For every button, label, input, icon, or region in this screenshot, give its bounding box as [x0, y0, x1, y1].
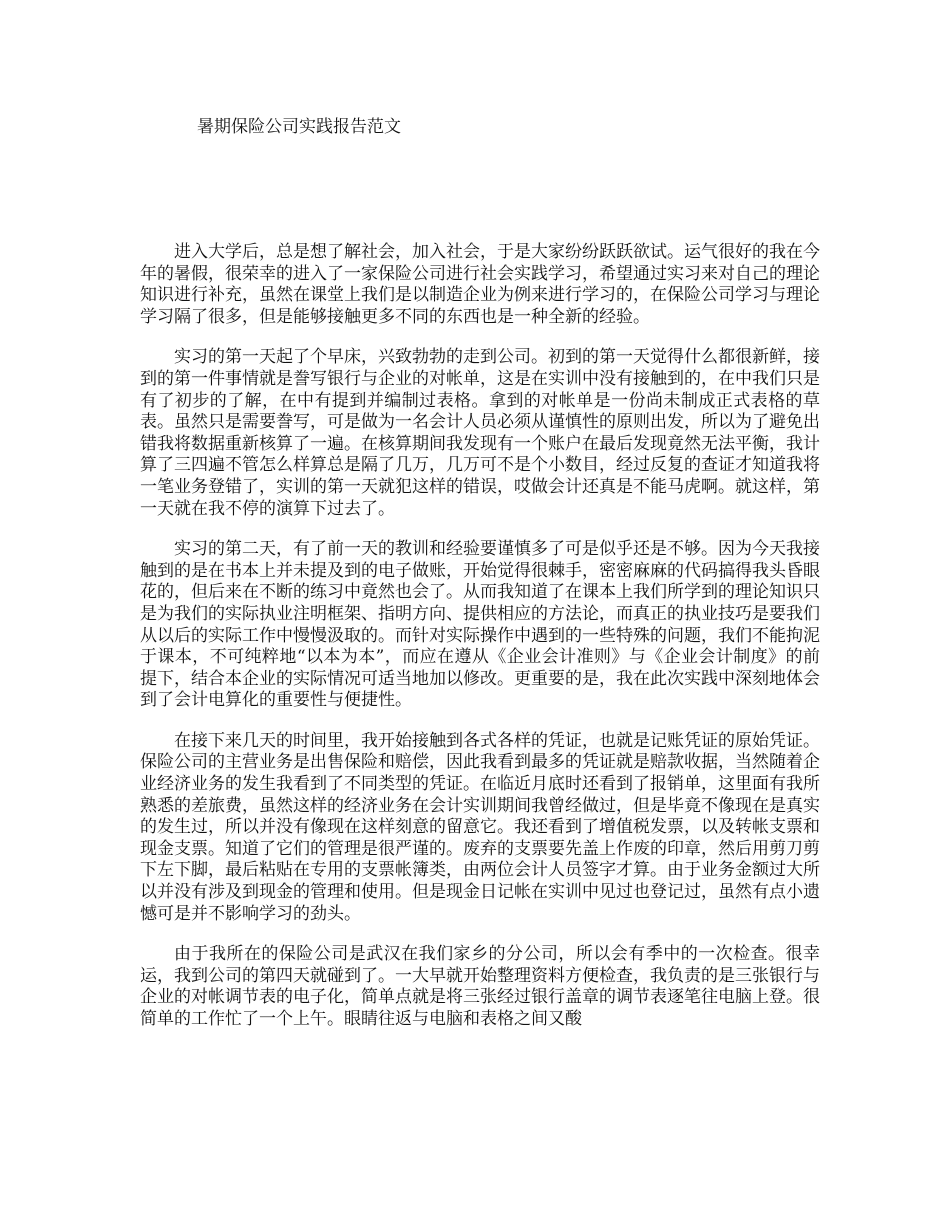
- paragraph-3: 实习的第二天，有了前一天的教训和经验要谨慎多了可是似乎还是不够。因为今天我接触到的是在书本上并未提及到的电子做账，开始觉得很棘手，密密麻麻的代码搞得我头昏眼花的，但后来在不断的练习中竟然也会了。从而我知道了在课本上我们所学到的理论知识只是为我们的实际执业注明框架、指明方向、提供相应的方法论，而真正的执业技巧是要我们从以后的实际工作中慢慢汲取的。而针对实际操作中遇到的一些特殊的问题，我们不能拘泥于课本，不可纯粹地“以本为本”，而应在遵从《企业会计准则》与《企业会计制度》的前提下，结合本企业的实际情况可适当地加以修改。更重要的是，我在此次实践中深刻地体会到了会计电算化的重要性与便捷性。: [140, 539, 820, 711]
- document-body: [140, 242, 820, 1050]
- paragraph-1: 进入大学后，总是想了解社会，加入社会，于是大家纷纷跃跃欲试。运气很好的我在今年的暑假，很荣幸的进入了一家保险公司进行社会实践学习，希望通过实习来对自己的理论知识进行补充，虽然在课堂上我们是以制造企业为例来进行学习的，在保险公司学习与理论学习隔了很多，但是能够接触更多不同的东西也是一种全新的经验。: [140, 242, 820, 327]
- paragraph-5: 由于我所在的保险公司是武汉在我们家乡的分公司，所以会有季中的一次检查。很幸运，我到公司的第四天就碰到了。一大早就开始整理资料方便检查，我负责的是三张银行与企业的对帐调节表的电子化，简单点就是将三张经过银行盖章的调节表逐笔往电脑上登。很简单的工作忙了一个上午。眼睛往返与电脑和表格之间又酸: [140, 944, 820, 1029]
- paragraph-2: 实习的第一天起了个早床，兴致勃勃的走到公司。初到的第一天觉得什么都很新鲜，接到的第一件事情就是誊写银行与企业的对帐单，这是在实训中没有接触到的，在中我们只是有了初步的了解，在中有提到并编制过表格。拿到的对帐单是一份尚未制成正式表格的草表。虽然只是需要誊写，可是做为一名会计人员必须从谨慎性的原则出发，所以为了避免出错我将数据重新核算了一遍。在核算期间我发现有一个账户在最后发现竟然无法平衡，我计算了三四遍不管怎么样算总是隔了几万，几万可不是个小数目，经过反复的查证才知道我将一笔业务登错了，实训的第一天就犯这样的错误，哎做会计还真是不能马虎啊。就这样，第一天就在我不停的演算下过去了。: [140, 347, 820, 519]
- paragraph-4: 在接下来几天的时间里，我开始接触到各式各样的凭证，也就是记账凭证的原始凭证。保险公司的主营业务是出售保险和赔偿，因此我看到最多的凭证就是赔款收据，当然随着企业经济业务的发生我看到了不同类型的凭证。在临近月底时还看到了报销单，这里面有我所熟悉的差旅费，虽然这样的经济业务在会计实训期间我曾经做过，但是毕竟不像现在是真实的发生过，所以并没有像现在这样刻意的留意它。我还看到了增值税发票，以及转帐支票和现金支票。知道了它们的管理是很严谨的。废弃的支票要先盖上作废的印章，然后用剪刀剪下左下脚，最后粘贴在专用的支票帐簿类，由两位会计人员签字才算。由于业务金额过大所以并没有涉及到现金的管理和使用。但是现金日记帐在实训中见过也登记过，虽然有点小遗憾可是并不影响学习的劲头。: [140, 730, 820, 924]
- document-title: 暑期保险公司实践报告范文: [197, 117, 401, 137]
